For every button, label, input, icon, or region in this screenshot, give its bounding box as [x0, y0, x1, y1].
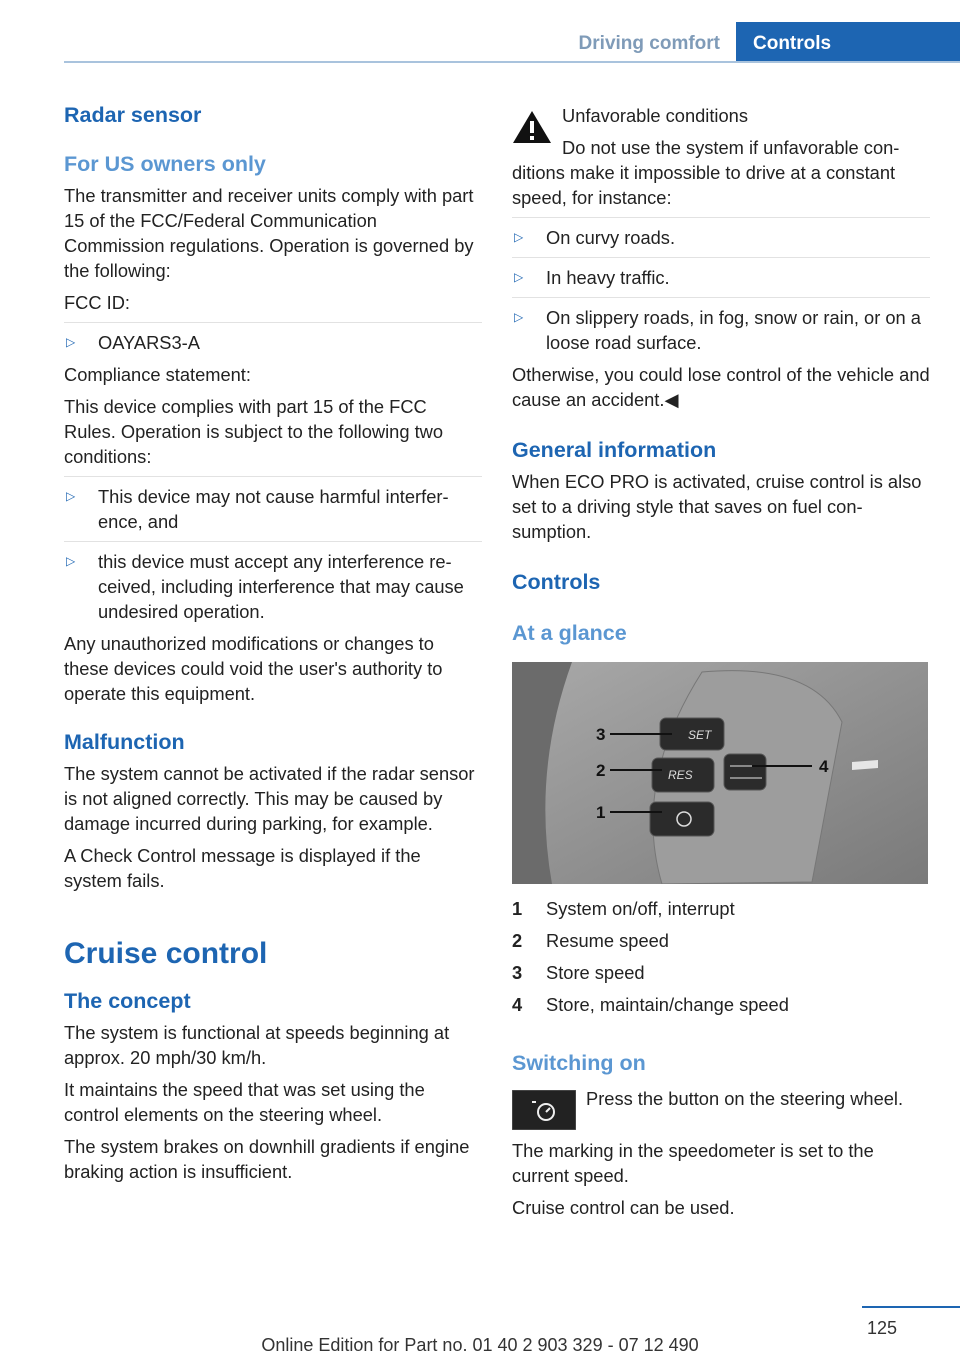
compliance-paragraph: This device complies with part 15 of the FCC Rules. Operation is subject to the following two conditions: [64, 396, 444, 467]
header-section-title: Driving comfort [578, 33, 720, 54]
cruise-control-heading: Cruise control [64, 937, 268, 970]
switching-on-paragraph-1: Press the button on the steering wheel. [586, 1088, 904, 1109]
general-information-heading: General information [512, 438, 717, 462]
list-item: ▷ In heavy traffic. [514, 267, 670, 288]
set-button-label: SET [688, 728, 712, 742]
radar-sensor-heading: Radar sensor [64, 103, 202, 127]
concept-heading: The concept [64, 989, 191, 1013]
switching-on-paragraph-3: Cruise control can be used. [512, 1197, 735, 1218]
callout-1: 1 [596, 803, 606, 822]
header-chapter-tab: Controls [736, 22, 960, 63]
list-item: ▷ On curvy roads. [514, 227, 676, 248]
bullet-arrow-icon: ▷ [66, 489, 76, 503]
concept-paragraph-2: It maintains the speed that was set using the control elements on the steering wheel. [64, 1079, 425, 1125]
list-item: ▷ On slippery roads, in fog, snow or rain, or on a loose road surface. [514, 307, 921, 353]
malfunction-heading: Malfunction [64, 730, 185, 754]
fcc-id-label: FCC ID: [64, 292, 131, 313]
bullet-arrow-icon: ▷ [66, 554, 76, 568]
header-rule [64, 61, 960, 63]
general-information-paragraph: When ECO PRO is activated, cruise control is also set to a driving style that saves on fuel consumption. [512, 471, 922, 542]
warning-triangle-icon [512, 109, 552, 145]
legend-item: 2 Resume speed [512, 930, 669, 951]
cruise-control-button-icon [512, 1090, 576, 1130]
legend-item: 4 Store, maintain/change speed [512, 994, 789, 1015]
bullet-arrow-icon: ▷ [514, 270, 524, 284]
legend-item: 3 Store speed [512, 962, 645, 983]
warning-title: Unfavorable conditions [562, 105, 748, 126]
res-button-label: RES [668, 768, 693, 782]
callout-3: 3 [596, 725, 606, 744]
switching-on-block [512, 1086, 930, 1130]
steering-wheel-figure [512, 662, 928, 884]
list-item: ▷ this device must accept any interference received, including interference that may cause undesired operation. [66, 551, 464, 622]
warning-block [512, 103, 930, 210]
page-number-rule [862, 1306, 960, 1308]
modifications-paragraph: Any unauthorized modifications or changes to these devices could void the user's authority to operate this equipment. [64, 633, 443, 704]
footer-edition: Online Edition for Part no. 01 40 2 903 329 - 07 12 490 [261, 1335, 699, 1355]
warning-paragraph: Do not use the system if unfavorable conditions make it impossible to drive at a constant speed, for instance: [512, 137, 900, 208]
right-column [512, 103, 930, 1220]
list-item: ▷ This device may not cause harmful interference, and [66, 486, 449, 532]
bullet-arrow-icon: ▷ [66, 335, 76, 349]
warning-end-paragraph: Otherwise, you could lose control of the vehicle and cause an accident.◀ [512, 364, 930, 410]
callout-4: 4 [819, 757, 829, 776]
at-a-glance-heading: At a glance [512, 621, 627, 645]
bullet-arrow-icon: ▷ [514, 310, 524, 324]
steering-wheel-illustration [512, 662, 928, 884]
controls-heading: Controls [512, 570, 601, 594]
concept-paragraph-1: The system is functional at speeds beginning at approx. 20 mph/30 km/h. [64, 1022, 450, 1068]
callout-2: 2 [596, 761, 606, 780]
concept-paragraph-3: The system brakes on downhill gradients if engine braking action is insufficient. [64, 1136, 470, 1182]
bullet-arrow-icon: ▷ [514, 230, 524, 244]
malfunction-paragraph-1: The system cannot be activated if the radar sensor is not aligned correctly. This may be caused by damage incurred during parking, for example. [64, 763, 475, 834]
malfunction-paragraph-2: A Check Control message is displayed if the system fails. [64, 845, 421, 891]
legend-item: 1 System on/off, interrupt [512, 898, 735, 919]
us-owners-paragraph: The transmitter and receiver units comply with part 15 of the FCC/Federal Communication Commission regulations. Operation is governed by the following: [64, 185, 474, 281]
page-header [0, 0, 960, 62]
page-number: 125 [866, 1318, 897, 1338]
switching-on-heading: Switching on [512, 1051, 646, 1075]
switching-on-paragraph-2: The marking in the speedometer is set to the current speed. [512, 1140, 874, 1186]
us-owners-heading: For US owners only [64, 152, 266, 176]
left-column [64, 103, 482, 1184]
compliance-label: Compliance statement: [64, 364, 251, 385]
legend-list [512, 896, 930, 1017]
list-item: ▷ OAYARS3-A [66, 332, 200, 353]
